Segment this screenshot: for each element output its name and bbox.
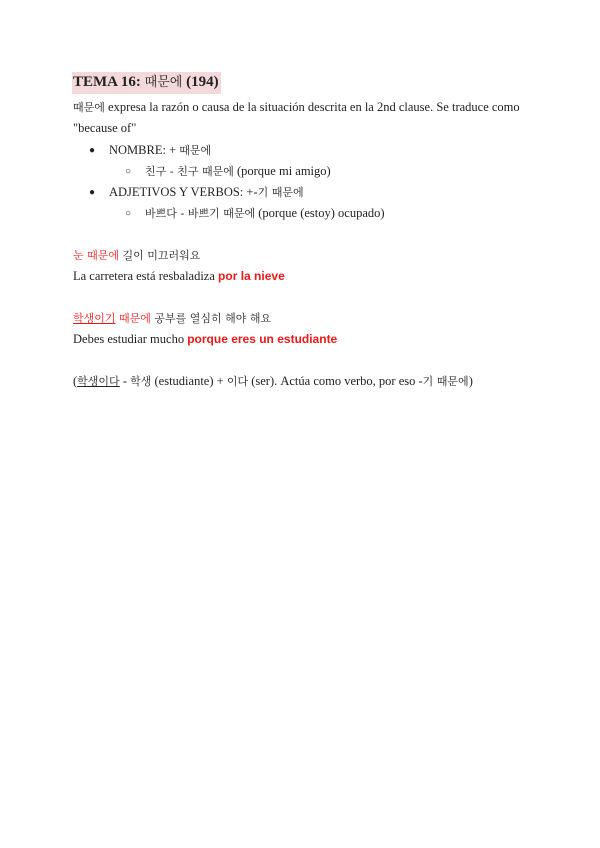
bullet-hollow-icon: ○: [125, 208, 132, 219]
rule-examples: [109, 161, 533, 182]
rule-label: ADJETIVOS Y VERBOS: +-: [109, 185, 258, 199]
rule-examples: [109, 203, 533, 224]
intro-text: expresa la razón o causa de la situación descrita en la 2nd clause. Se traduce como "because of": [73, 100, 520, 135]
example2-spanish-highlight: porque eres un estudiante: [187, 332, 338, 346]
example-translation: (porque mi amigo): [233, 164, 331, 178]
rule-noun: [73, 140, 533, 182]
example1-spanish-highlight: por la nieve: [218, 269, 285, 283]
example-translation: (porque (estoy) ocupado): [255, 206, 385, 220]
note-noun-gloss: (estudiante) +: [151, 374, 227, 388]
note-verb-gloss: (ser). Actúa como verbo, por eso -: [248, 374, 423, 388]
example2-spanish-text: Debes estudiar mucho: [73, 332, 188, 346]
note-open-paren: (: [73, 374, 78, 388]
rule-adjectives-verbs: [73, 182, 533, 224]
bullet-hollow-icon: ○: [125, 166, 132, 177]
example2-spanish: [73, 329, 533, 350]
grammar-note: [73, 371, 533, 392]
rules-list: [73, 140, 533, 224]
example2-korean-rest: 공부를 열심히 해야 해요: [150, 312, 272, 325]
document-page: [73, 72, 533, 392]
example1-spanish-text: La carretera está resbaladiza: [73, 269, 219, 283]
title-number: (194): [186, 74, 219, 90]
example-korean: 친구 - 친구 때문에: [145, 165, 234, 178]
example1-spanish: [73, 266, 533, 287]
note-dash: -: [119, 374, 131, 388]
rule-suffix: 때문에: [179, 144, 212, 157]
example2-korean: [73, 308, 533, 329]
example2-korean-underlined: 학생이기: [73, 312, 116, 325]
note-term: 학생이다: [77, 375, 120, 388]
title-prefix: TEMA 16:: [73, 74, 141, 90]
bullet-filled-icon: ●: [89, 187, 96, 198]
rule-suffix: 기 때문에: [257, 186, 304, 199]
intro-paragraph: [73, 97, 533, 138]
example2-korean-highlight: 때문에: [115, 312, 151, 325]
rule-example: [73, 203, 533, 224]
page-title: [72, 72, 221, 94]
example-korean: 바쁘다 - 바쁘기 때문에: [145, 207, 256, 220]
bullet-filled-icon: ●: [89, 145, 96, 156]
note-suffix: 기 때문에: [422, 375, 469, 388]
note-close-paren: ): [468, 374, 473, 388]
note-verb: 이다: [226, 375, 249, 388]
note-noun: 학생: [130, 375, 152, 388]
intro-korean: 때문에: [73, 101, 105, 114]
title-korean: 때문에: [144, 75, 183, 90]
rule-example: [73, 161, 533, 182]
rule-label: NOMBRE: +: [109, 143, 180, 157]
example1-korean-rest: 길이 미끄러워요: [119, 249, 201, 262]
example1-korean-highlight: 눈 때문에: [73, 249, 120, 262]
example1-korean: [73, 245, 533, 266]
